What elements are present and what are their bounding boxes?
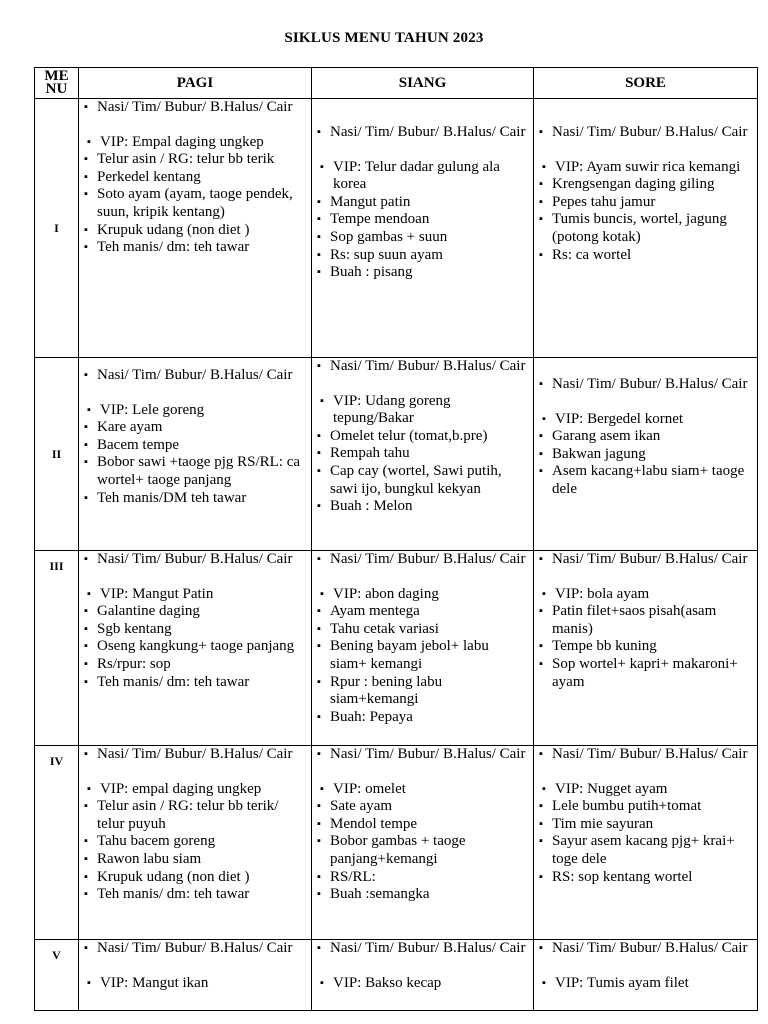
menu-item: ▪ Sayur asem kacang pjg+ krai+ toge dele <box>539 833 753 868</box>
sore-cell <box>534 551 758 746</box>
menu-item: ▪ Bening bayam jebol+ labu siam+ kemangi <box>317 638 529 673</box>
menu-item: ▪ Nasi/ Tim/ Bubur/ B.Halus/ Cair <box>317 124 529 142</box>
menu-item: ▪ Nasi/ Tim/ Bubur/ B.Halus/ Cair <box>317 358 529 376</box>
menu-item: ▪ Bobor sawi +taoge pjg RS/RL: ca wortel+ taoge panjang <box>84 454 307 489</box>
menu-item: ▪ Nasi/ Tim/ Bubur/ B.Halus/ Cair <box>84 367 307 385</box>
menu-item: ▪ VIP: Nugget ayam <box>542 781 753 799</box>
menu-item: ▪ Mendol tempe <box>317 816 529 834</box>
menu-item: ▪ Sate ayam <box>317 798 529 816</box>
header-pagi: PAGI <box>79 68 312 99</box>
menu-item: ▪ Garang asem ikan <box>539 428 753 446</box>
menu-item: ▪ Nasi/ Tim/ Bubur/ B.Halus/ Cair <box>317 940 529 958</box>
menu-item: ▪ Teh manis/ dm: teh tawar <box>84 674 307 692</box>
menu-item: ▪ VIP: omelet <box>320 781 529 799</box>
siang-menu-list <box>312 99 533 282</box>
menu-item: ▪ Tempe mendoan <box>317 211 529 229</box>
menu-item: ▪ Patin filet+saos pisah(asam manis) <box>539 603 753 638</box>
menu-item: ▪ Telur asin / RG: telur bb terik/ telur puyuh <box>84 798 307 833</box>
menu-row-2 <box>35 358 758 551</box>
menu-item: ▪ Omelet telur (tomat,b.pre) <box>317 428 529 446</box>
menu-item: ▪ Rempah tahu <box>317 445 529 463</box>
siang-cell <box>312 358 534 551</box>
menu-item: ▪ Oseng kangkung+ taoge panjang <box>84 638 307 656</box>
pagi-cell <box>79 358 312 551</box>
menu-item: ▪ VIP: Empal daging ungkep <box>87 134 307 152</box>
menu-item: ▪ VIP: Telur dadar gulung ala korea <box>320 159 529 194</box>
menu-item: ▪ VIP: Mangut ikan <box>87 975 307 993</box>
menu-item: ▪ Nasi/ Tim/ Bubur/ B.Halus/ Cair <box>84 746 307 764</box>
pagi-menu-list <box>79 940 311 992</box>
menu-cycle-table <box>34 67 758 1011</box>
menu-item: ▪ Cap cay (wortel, Sawi putih, sawi ijo, bungkul kekyan <box>317 463 529 498</box>
menu-item: ▪ Nasi/ Tim/ Bubur/ B.Halus/ Cair <box>84 940 307 958</box>
siang-menu-list <box>312 358 533 516</box>
menu-item: ▪ Tumis buncis, wortel, jagung (potong kotak) <box>539 211 753 246</box>
menu-item: ▪ Krupuk udang (non diet ) <box>84 869 307 887</box>
pagi-menu-list <box>79 99 311 257</box>
menu-item: ▪ Rs: sup suun ayam <box>317 247 529 265</box>
menu-item: ▪ Rs/rpur: sop <box>84 656 307 674</box>
menu-row-1 <box>35 99 758 358</box>
menu-row-3 <box>35 551 758 746</box>
siang-cell <box>312 99 534 358</box>
pagi-menu-list <box>79 358 311 507</box>
menu-item: ▪ Teh manis/ dm: teh tawar <box>84 886 307 904</box>
menu-item: ▪ Krupuk udang (non diet ) <box>84 222 307 240</box>
menu-item: ▪ Buah :semangka <box>317 886 529 904</box>
menu-item: ▪ VIP: Tumis ayam filet <box>542 975 753 993</box>
sore-menu-list <box>534 746 757 886</box>
sore-cell <box>534 746 758 940</box>
menu-item: ▪ Ayam mentega <box>317 603 529 621</box>
menu-item: ▪ Tahu bacem goreng <box>84 833 307 851</box>
siang-menu-list <box>312 746 533 904</box>
row-label: V <box>35 940 79 1011</box>
menu-item: ▪ Nasi/ Tim/ Bubur/ B.Halus/ Cair <box>84 551 307 569</box>
sore-cell <box>534 940 758 1011</box>
header-siang: SIANG <box>312 68 534 99</box>
menu-item: ▪ Sop gambas + suun <box>317 229 529 247</box>
menu-item: ▪ Mangut patin <box>317 194 529 212</box>
menu-item: ▪ RS/RL: <box>317 869 529 887</box>
menu-item: ▪ Rawon labu siam <box>84 851 307 869</box>
menu-item: ▪ Rpur : bening labu siam+kemangi <box>317 674 529 709</box>
menu-item: ▪ Lele bumbu putih+tomat <box>539 798 753 816</box>
menu-item: ▪ Rs: ca wortel <box>539 247 753 265</box>
sore-cell <box>534 99 758 358</box>
siang-cell <box>312 746 534 940</box>
menu-item: ▪ VIP: empal daging ungkep <box>87 781 307 799</box>
menu-item: ▪ Teh manis/DM teh tawar <box>84 490 307 508</box>
menu-item: ▪ Asem kacang+labu siam+ taoge dele <box>539 463 753 498</box>
menu-item: ▪ Buah: Pepaya <box>317 709 529 727</box>
sore-menu-list <box>534 99 757 264</box>
menu-item: ▪ Bacem tempe <box>84 437 307 455</box>
menu-item: ▪ Nasi/ Tim/ Bubur/ B.Halus/ Cair <box>539 124 753 142</box>
menu-item: ▪ Teh manis/ dm: teh tawar <box>84 239 307 257</box>
menu-item: ▪ Nasi/ Tim/ Bubur/ B.Halus/ Cair <box>84 99 307 117</box>
menu-item: ▪ Perkedel kentang <box>84 169 307 187</box>
menu-item: ▪ Bobor gambas + taoge panjang+kemangi <box>317 833 529 868</box>
menu-item: ▪ Tahu cetak variasi <box>317 621 529 639</box>
menu-item: ▪ Sop wortel+ kapri+ makaroni+ ayam <box>539 656 753 691</box>
header-menu: ME NU <box>35 68 79 99</box>
menu-item: ▪ VIP: Bergedel kornet <box>542 411 753 429</box>
sore-menu-list <box>534 940 757 992</box>
menu-item: ▪ Nasi/ Tim/ Bubur/ B.Halus/ Cair <box>539 376 753 394</box>
siang-cell <box>312 551 534 746</box>
sore-menu-list <box>534 358 757 499</box>
pagi-menu-list <box>79 746 311 904</box>
menu-item: ▪ Nasi/ Tim/ Bubur/ B.Halus/ Cair <box>539 551 753 569</box>
menu-item: ▪ Bakwan jagung <box>539 446 753 464</box>
menu-item: ▪ RS: sop kentang wortel <box>539 869 753 887</box>
menu-item: ▪ VIP: Bakso kecap <box>320 975 529 993</box>
row-label: I <box>35 99 79 358</box>
menu-item: ▪ VIP: abon daging <box>320 586 529 604</box>
menu-item: ▪ VIP: Ayam suwir rica kemangi <box>542 159 753 177</box>
row-label: II <box>35 358 79 551</box>
menu-item: ▪ Tempe bb kuning <box>539 638 753 656</box>
menu-item: ▪ Soto ayam (ayam, taoge pendek, suun, kripik kentang) <box>84 186 307 221</box>
menu-item: ▪ VIP: bola ayam <box>542 586 753 604</box>
pagi-cell <box>79 99 312 358</box>
menu-item: ▪ Nasi/ Tim/ Bubur/ B.Halus/ Cair <box>317 746 529 764</box>
sore-cell <box>534 358 758 551</box>
pagi-cell <box>79 551 312 746</box>
pagi-cell <box>79 746 312 940</box>
menu-item: ▪ VIP: Udang goreng tepung/Bakar <box>320 393 529 428</box>
header-row <box>35 68 758 99</box>
menu-item: ▪ Buah : Melon <box>317 498 529 516</box>
siang-cell <box>312 940 534 1011</box>
menu-row-4 <box>35 746 758 940</box>
header-sore: SORE <box>534 68 758 99</box>
menu-item: ▪ Nasi/ Tim/ Bubur/ B.Halus/ Cair <box>317 551 529 569</box>
menu-item: ▪ Nasi/ Tim/ Bubur/ B.Halus/ Cair <box>539 940 753 958</box>
menu-row-5 <box>35 940 758 1011</box>
menu-item: ▪ Sgb kentang <box>84 621 307 639</box>
page-title: SIKLUS MENU TAHUN 2023 <box>284 30 484 46</box>
menu-item: ▪ Krengsengan daging giling <box>539 176 753 194</box>
row-label: IV <box>35 746 79 940</box>
menu-item: ▪ VIP: Lele goreng <box>87 402 307 420</box>
menu-item: ▪ Buah : pisang <box>317 264 529 282</box>
menu-item: ▪ Galantine daging <box>84 603 307 621</box>
siang-menu-list <box>312 940 533 992</box>
menu-item: ▪ Telur asin / RG: telur bb terik <box>84 151 307 169</box>
siang-menu-list <box>312 551 533 726</box>
menu-item: ▪ Pepes tahu jamur <box>539 194 753 212</box>
menu-item: ▪ VIP: Mangut Patin <box>87 586 307 604</box>
pagi-cell <box>79 940 312 1011</box>
menu-item: ▪ Tim mie sayuran <box>539 816 753 834</box>
sore-menu-list <box>534 551 757 691</box>
menu-item: ▪ Kare ayam <box>84 419 307 437</box>
menu-item: ▪ Nasi/ Tim/ Bubur/ B.Halus/ Cair <box>539 746 753 764</box>
row-label: III <box>35 551 79 746</box>
pagi-menu-list <box>79 551 311 691</box>
